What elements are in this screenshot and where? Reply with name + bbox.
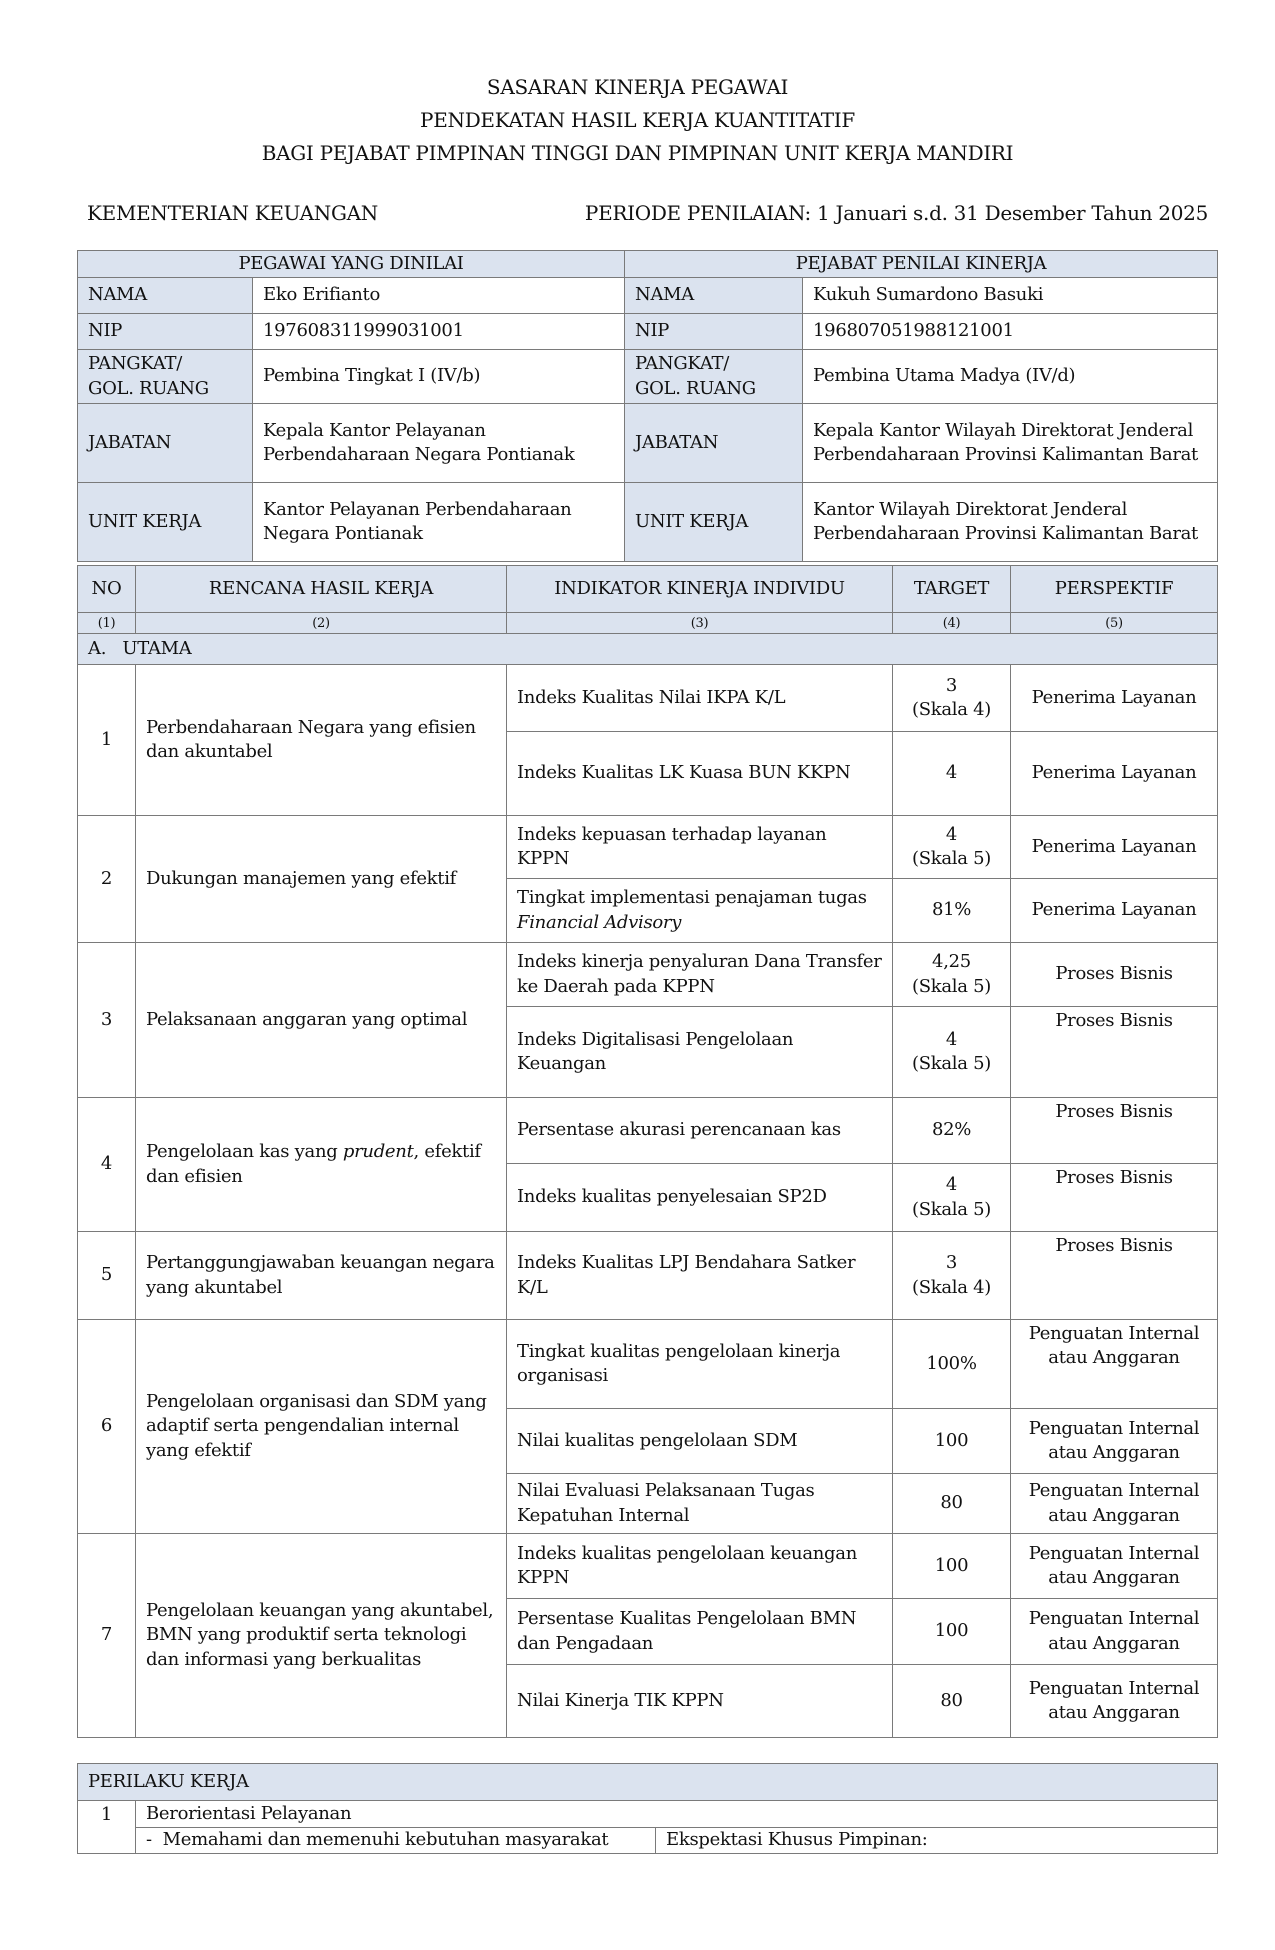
perspektif: Penerima Layanan [1011,732,1218,816]
column-number: (1) [78,613,136,634]
perilaku-expectation: Ekspektasi Khusus Pimpinan: [656,1828,1218,1854]
label-nip: NIP [78,314,253,350]
target-value [893,816,1011,879]
indikator-text: Tingkat implementasi penajaman tugas [517,887,867,909]
column-header-rencana: RENCANA HASIL KERJA [136,566,507,613]
column-number: (5) [1011,613,1218,634]
label-pangkat-line2: GOL. RUANG [635,377,756,399]
label-pangkat-line1: PANGKAT/ [88,353,182,375]
target-value [893,665,1011,732]
label-pangkat [78,350,253,404]
label-nama: NAMA [625,278,803,314]
perspektif: Penguatan Internal atau Anggaran [1011,1320,1218,1409]
row-number: 3 [78,943,136,1098]
employee-info-table [77,250,1218,562]
perspektif: Proses Bisnis [1011,1164,1218,1232]
row-number: 7 [78,1534,136,1738]
target-value [893,1599,1011,1665]
indicator-row [78,1534,1218,1599]
target-value [893,1534,1011,1599]
column-header-no: NO [78,566,136,613]
perspektif: Penguatan Internal atau Anggaran [1011,1534,1218,1599]
indikator-kinerja [507,879,893,943]
column-number: (4) [893,613,1011,634]
indicator-row [78,816,1218,879]
indicator-row [78,943,1218,1007]
target-number: 100 [934,1429,969,1451]
target-scale: (Skala 4) [912,1276,991,1298]
target-number: 4 [945,762,958,784]
indikator-kinerja: Nilai kualitas pengelolaan SDM [507,1409,893,1474]
pegawai-unit-kerja: Kantor Pelayanan Perbendaharaan Negara Pontianak [253,483,625,562]
rencana-hasil-kerja: Pelaksanaan anggaran yang optimal [136,943,507,1098]
perilaku-title: Berorientasi Pelayanan [136,1801,1218,1828]
label-pangkat-line1: PANGKAT/ [635,353,730,375]
target-number: 100 [934,1620,969,1642]
target-value [893,1098,1011,1164]
indikator-kinerja: Persentase akurasi perencanaan kas [507,1098,893,1164]
row-number: 1 [78,665,136,816]
pegawai-nama: Eko Erifianto [253,278,625,314]
section-utama: A. UTAMA [78,634,1218,665]
target-number: 80 [940,1492,963,1514]
rencana-hasil-kerja: Perbendaharaan Negara yang efisien dan akuntabel [136,665,507,816]
target-number: 3 [945,1252,958,1274]
target-scale: (Skala 5) [912,1198,991,1220]
column-number: (2) [136,613,507,634]
target-value [893,1320,1011,1409]
indikator-italic-term: Financial Advisory [517,911,682,933]
rencana-hasil-kerja [136,1098,507,1232]
target-number: 100% [926,1352,977,1374]
penilai-pangkat: Pembina Utama Madya (IV/d) [803,350,1218,404]
perspektif: Penerima Layanan [1011,816,1218,879]
column-header-perspektif: PERSPEKTIF [1011,566,1218,613]
target-value [893,1409,1011,1474]
indicator-row [78,1232,1218,1320]
target-value [893,1232,1011,1320]
rencana-hasil-kerja: Dukungan manajemen yang efektif [136,816,507,943]
performance-targets-table [77,565,1218,1738]
indicator-row [78,1320,1218,1409]
pegawai-heading: PEGAWAI YANG DINILAI [78,251,625,278]
target-value [893,1665,1011,1738]
penilai-unit-kerja: Kantor Wilayah Direktorat Jenderal Perbendaharaan Provinsi Kalimantan Barat [803,483,1218,562]
penilai-nama: Kukuh Sumardono Basuki [803,278,1218,314]
target-number: 100 [934,1554,969,1576]
label-unit-kerja: UNIT KERJA [625,483,803,562]
doc-title-line-3: BAGI PEJABAT PIMPINAN TINGGI DAN PIMPINAN UNIT KERJA MANDIRI [261,141,1014,165]
rencana-hasil-kerja: Pengelolaan keuangan yang akuntabel, BMN yang produktif serta teknologi dan informasi yang berkualitas [136,1534,507,1738]
target-scale: (Skala 5) [912,1053,991,1074]
target-number: 82% [931,1119,972,1141]
perspektif: Penerima Layanan [1011,879,1218,943]
row-number: 5 [78,1232,136,1320]
perilaku-heading: PERILAKU KERJA [78,1764,1218,1801]
perspektif: Proses Bisnis [1011,1232,1218,1320]
label-jabatan: JABATAN [78,404,253,483]
label-nip: NIP [625,314,803,350]
indikator-kinerja: Indeks kualitas pengelolaan keuangan KPPN [507,1534,893,1599]
row-number: 2 [78,816,136,943]
penilai-jabatan: Kepala Kantor Wilayah Direktorat Jenderal Perbendaharaan Provinsi Kalimantan Barat [803,404,1218,483]
indikator-kinerja: Nilai Evaluasi Pelaksanaan Tugas Kepatuhan Internal [507,1474,893,1534]
target-scale: (Skala 5) [912,975,991,997]
indikator-kinerja: Indeks Kualitas LK Kuasa BUN KKPN [507,732,893,816]
column-header-indikator: INDIKATOR KINERJA INDIVIDU [507,566,893,613]
target-number: 81% [931,899,972,921]
perilaku-no: 1 [78,1801,136,1854]
perspektif: Proses Bisnis [1011,1007,1218,1098]
row-number: 4 [78,1098,136,1232]
pegawai-pangkat: Pembina Tingkat I (IV/b) [253,350,625,404]
rencana-hasil-kerja: Pertanggungjawaban keuangan negara yang akuntabel [136,1232,507,1320]
indikator-kinerja: Tingkat kualitas pengelolaan kinerja organisasi [507,1320,893,1409]
pegawai-nip: 197608311999031001 [253,314,625,350]
column-number: (3) [507,613,893,634]
column-header-target: TARGET [893,566,1011,613]
indikator-kinerja: Indeks Digitalisasi Pengelolaan Keuangan [507,1007,893,1098]
target-number: 80 [940,1689,963,1711]
label-pangkat-line2: GOL. RUANG [88,377,209,399]
perspektif: Penguatan Internal atau Anggaran [1011,1599,1218,1665]
target-number: 4 [945,823,958,845]
label-nama: NAMA [78,278,253,314]
target-value [893,732,1011,816]
perilaku-point: - Memahami dan memenuhi kebutuhan masyarakat [136,1828,656,1854]
indikator-kinerja: Indeks Kualitas Nilai IKPA K/L [507,665,893,732]
assessment-period: PERIODE PENILAIAN: 1 Januari s.d. 31 Desember Tahun 2025 [584,201,1208,225]
row-number: 6 [78,1320,136,1534]
target-value [893,1474,1011,1534]
label-pangkat [625,350,803,404]
target-number: 3 [945,674,958,696]
doc-title-line-2: PENDEKATAN HASIL KERJA KUANTITATIF [420,108,855,132]
perspektif: Penguatan Internal atau Anggaran [1011,1409,1218,1474]
indikator-kinerja: Persentase Kualitas Pengelolaan BMN dan Pengadaan [507,1599,893,1665]
pegawai-jabatan: Kepala Kantor Pelayanan Perbendaharaan Negara Pontianak [253,404,625,483]
penilai-heading: PEJABAT PENILAI KINERJA [625,251,1218,278]
indicator-row [78,665,1218,732]
target-value [893,879,1011,943]
label-jabatan: JABATAN [625,404,803,483]
indicator-row [78,1098,1218,1164]
doc-title-line-1: SASARAN KINERJA PEGAWAI [486,75,789,99]
target-number: 4 [945,1174,958,1196]
indikator-kinerja: Indeks kepuasan terhadap layanan KPPN [507,816,893,879]
rencana-text: Pengelolaan kas yang [146,1141,338,1163]
target-number: 4,25 [932,951,971,973]
label-unit-kerja: UNIT KERJA [78,483,253,562]
target-value [893,1007,1011,1098]
target-value [893,1164,1011,1232]
indikator-kinerja: Indeks kinerja penyaluran Dana Transfer ke Daerah pada KPPN [507,943,893,1007]
rencana-text: , efektif dan efisien [146,1141,481,1187]
target-scale: (Skala 4) [912,699,991,720]
rencana-italic-term: prudent [342,1141,414,1163]
work-behavior-table [77,1763,1218,1854]
target-number: 4 [945,1028,958,1050]
penilai-nip: 196807051988121001 [803,314,1218,350]
perspektif: Proses Bisnis [1011,943,1218,1007]
perspektif: Penguatan Internal atau Anggaran [1011,1474,1218,1534]
rencana-hasil-kerja: Pengelolaan organisasi dan SDM yang adaptif serta pengendalian internal yang efektif [136,1320,507,1534]
perspektif: Penerima Layanan [1011,665,1218,732]
perspektif: Proses Bisnis [1011,1098,1218,1164]
indikator-kinerja: Nilai Kinerja TIK KPPN [507,1665,893,1738]
target-scale: (Skala 5) [912,848,991,869]
organization-name: KEMENTERIAN KEUANGAN [87,201,378,225]
perspektif: Penguatan Internal atau Anggaran [1011,1665,1218,1738]
indikator-kinerja: Indeks kualitas penyelesaian SP2D [507,1164,893,1232]
indikator-kinerja: Indeks Kualitas LPJ Bendahara Satker K/L [507,1232,893,1320]
target-value [893,943,1011,1007]
